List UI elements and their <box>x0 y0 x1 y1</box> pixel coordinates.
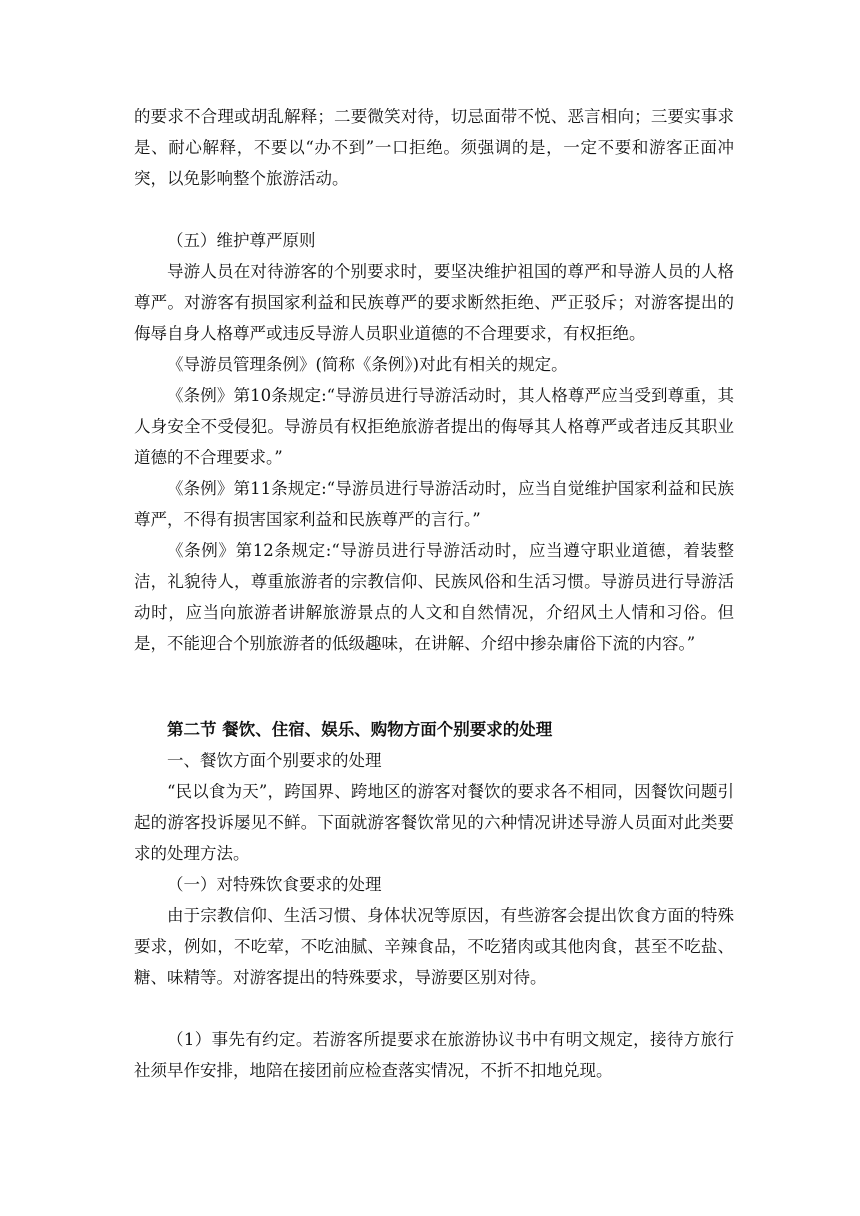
paragraph-regulation-intro: 《导游员管理条例》(简称《条例》)对此有相关的规定。 <box>167 355 568 374</box>
section-heading: 第二节 餐饮、住宿、娱乐、购物方面个别要求的处理 <box>167 720 553 739</box>
paragraph-dining-intro: “民以食为天”，跨国界、跨地区的游客对餐饮的要求各不相同，因餐饮问题引起的游客投诉屡见不鲜。下面就游客餐饮常见的六种情况讲述导游人员面对此类要求的处理方法。 <box>134 782 734 863</box>
paragraph-article-12: 《条例》第12条规定:“导游员进行导游活动时，应当遵守职业道德，着装整洁，礼貌待人，尊重旅游者的宗教信仰、民族风俗和生活习惯。导游员进行导游活动时，应当向旅游者讲解旅游景点的人文和自然情况，介绍风土人情和习俗。但是，不能迎合个别旅游者的低级趣味，在讲解、介绍中掺杂庸俗下流的内容。” <box>134 541 734 653</box>
paragraph-prior-agreement: （1）事先有约定。若游客所提要求在旅游协议书中有明文规定，接待方旅行社须早作安排，地陪在接团前应检查落实情况，不折不扣地兑现。 <box>134 1030 734 1080</box>
paragraph-article-10: 《条例》第10条规定:“导游员进行导游活动时，其人格尊严应当受到尊重，其人身安全不受侵犯。导游员有权拒绝旅游者提出的侮辱其人格尊严或者违反其职业道德的不合理要求。” <box>134 386 734 467</box>
subheading-dignity-principle: （五）维护尊严原则 <box>167 231 316 250</box>
subheading-special-diet: （一）对特殊饮食要求的处理 <box>167 875 382 894</box>
paragraph-article-11: 《条例》第11条规定:“导游员进行导游活动时，应当自觉维护国家利益和民族尊严，不得有损害国家利益和民族尊严的言行。” <box>134 479 734 529</box>
subheading-dining: 一、餐饮方面个别要求的处理 <box>167 751 382 770</box>
paragraph-continued: 的要求不合理或胡乱解释；二要微笑对待，切忌面带不悦、恶言相向；三要实事求是、耐心解释，不要以“办不到”一口拒绝。须强调的是，一定不要和游客正面冲突，以免影响整个旅游活动。 <box>134 107 734 188</box>
paragraph-special-diet: 由于宗教信仰、生活习惯、身体状况等原因，有些游客会提出饮食方面的特殊要求，例如，不吃荤，不吃油腻、辛辣食品，不吃猪肉或其他肉食，甚至不吃盐、糖、味精等。对游客提出的特殊要求，导游要区别对待。 <box>134 906 734 987</box>
paragraph-dignity: 导游人员在对待游客的个别要求时，要坚决维护祖国的尊严和导游人员的人格尊严。对游客有损国家利益和民族尊严的要求断然拒绝、严正驳斥；对游客提出的侮辱自身人格尊严或违反导游人员职业道德的不合理要求，有权拒绝。 <box>134 262 734 343</box>
